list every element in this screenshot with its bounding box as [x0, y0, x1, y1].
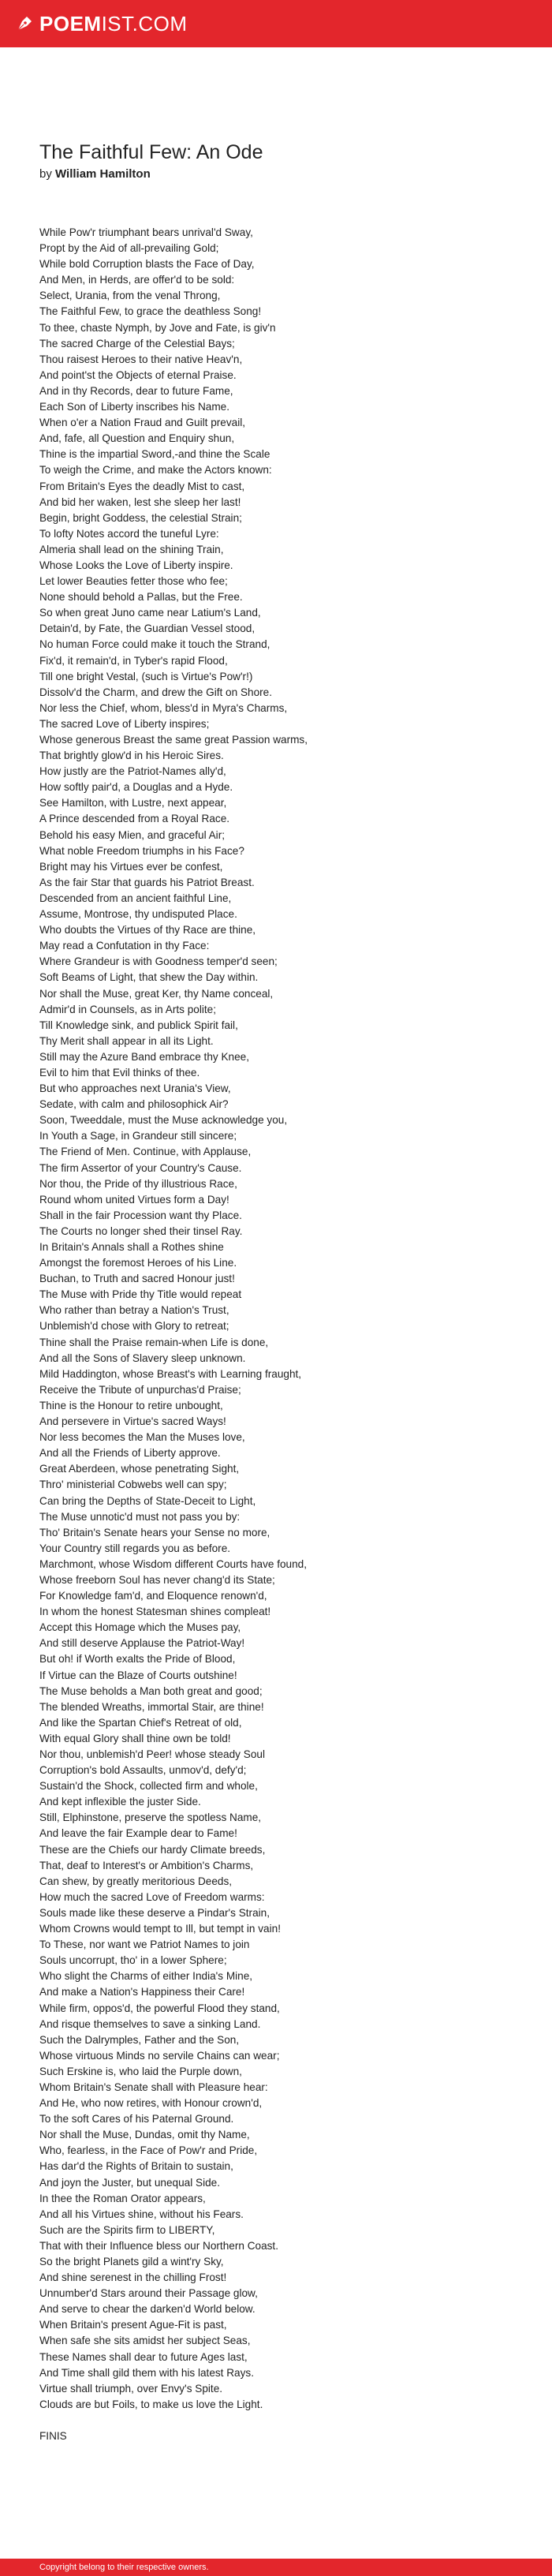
- poem-line: Soon, Tweeddale, must the Muse acknowledge you,: [39, 1114, 288, 1127]
- poem-line: A Prince descended from a Royal Race.: [39, 813, 230, 825]
- poem-line: These are the Chiefs our hardy Climate breeds,: [39, 1843, 266, 1856]
- poem-line: Clouds are but Foils, to make us love the Light.: [39, 2398, 263, 2410]
- poem-line: Whose freeborn Soul has never chang'd its State;: [39, 1573, 275, 1586]
- poem-line: Unnumber'd Stars around their Passage glow,: [39, 2287, 258, 2300]
- poem-line: Still may the Azure Band embrace thy Knee,: [39, 1050, 249, 1063]
- poem-title: The Faithful Few: An Ode: [39, 141, 263, 163]
- poem-line: And shine serenest in the chilling Frost!: [39, 2271, 227, 2284]
- poem-line: When safe she sits amidst her subject Seas,: [39, 2335, 251, 2347]
- poem-line: Receive the Tribute of unpurchas'd Praise;: [39, 1383, 241, 1396]
- byline: [39, 167, 513, 181]
- poem-line: Accept this Homage which the Muses pay,: [39, 1621, 241, 1634]
- poem-line: Behold his easy Mien, and graceful Air;: [39, 828, 226, 841]
- poem-line: When Britain's present Ague-Fit is past,: [39, 2319, 227, 2331]
- poem-line: And Men, in Herds, are offer'd to be sold:: [39, 274, 235, 286]
- poem-line: For Knowledge fam'd, and Eloquence renown'd,: [39, 1590, 267, 1602]
- poem-line: In Britain's Annals shall a Rothes shine: [39, 1241, 224, 1253]
- poem-line: The Muse beholds a Man both great and good;: [39, 1684, 263, 1697]
- poem-line: To lofty Notes accord the tuneful Lyre:: [39, 527, 219, 540]
- poem-line: And like the Spartan Chief's Retreat of old,: [39, 1716, 242, 1729]
- main-content: [0, 47, 552, 2442]
- poem-line: Whose Looks the Love of Liberty inspire.: [39, 559, 233, 571]
- poem-line: The Muse unnotic'd must not pass you by:: [39, 1510, 241, 1523]
- poem-line: Begin, bright Goddess, the celestial Strain;: [39, 511, 242, 524]
- by-label: by: [39, 167, 52, 181]
- poem-line: Thro' ministerial Cobwebs well can spy;: [39, 1479, 227, 1491]
- poem-line: The blended Wreaths, immortal Stair, are thine!: [39, 1700, 264, 1713]
- poem-line: Bright may his Virtues ever be confest,: [39, 860, 223, 873]
- poem-line: Still, Elphinstone, preserve the spotless Name,: [39, 1811, 262, 1824]
- poem-line: And kept inflexible the juster Side.: [39, 1796, 201, 1808]
- poem-line: And He, who now retires, with Honour crown'd,: [39, 2097, 263, 2110]
- poem-line: Who doubts the Virtues of thy Race are thine,: [39, 924, 256, 937]
- poem-line: And joyn the Juster, but unequal Side.: [39, 2176, 220, 2189]
- poem-line: Till one bright Vestal, (such is Virtue's Pow'r!): [39, 670, 253, 682]
- poem-line: The sacred Charge of the Celestial Bays;: [39, 337, 235, 350]
- poem-line: So the bright Planets gild a wint'ry Sky,: [39, 2256, 224, 2268]
- poem-line: Assume, Montrose, thy undisputed Place.: [39, 908, 237, 921]
- poem-line: Round whom united Virtues form a Day!: [39, 1193, 229, 1206]
- poem-line: As the fair Star that guards his Patriot Breast.: [39, 876, 255, 888]
- poem-line: See Hamilton, with Lustre, next appear,: [39, 797, 227, 809]
- poem-line: The firm Assertor of your Country's Cause.: [39, 1161, 242, 1174]
- poem-line: Souls uncorrupt, tho' in a lower Sphere;: [39, 1954, 227, 1967]
- poem-line: So when great Juno came near Latium's Land,: [39, 607, 261, 619]
- poem-line: If Virtue can the Blaze of Courts outshine!: [39, 1669, 237, 1681]
- poem-line: And bid her waken, lest she sleep her last!: [39, 495, 241, 508]
- poem-line: Nor less becomes the Man the Muses love,: [39, 1431, 245, 1444]
- poem-line: Who rather than betray a Nation's Trust,: [39, 1304, 229, 1317]
- poem-line: Who slight the Charms of either India's Mine,: [39, 1970, 253, 1983]
- poem-line: When o'er a Nation Fraud and Guilt prevail,: [39, 417, 246, 429]
- poem-line: Who, fearless, in the Face of Pow'r and Pride,: [39, 2144, 258, 2157]
- poem-line: To weigh the Crime, and make the Actors known:: [39, 464, 272, 477]
- poem-line: Dissolv'd the Charm, and drew the Gift on Shore.: [39, 686, 273, 698]
- poem-line: Such Erskine is, who laid the Purple down,: [39, 2065, 242, 2077]
- poem-line: How justly are the Patriot-Names ally'd,: [39, 765, 226, 778]
- poem-line: And serve to chear the darken'd World below.: [39, 2303, 255, 2316]
- poem-line: Where Grandeur is with Goodness temper'd seen;: [39, 955, 278, 968]
- poem-line: Propt by the Aid of all-prevailing Gold;: [39, 242, 219, 255]
- poem-body: [39, 225, 513, 2413]
- poem-line: May read a Confutation in thy Face:: [39, 940, 210, 952]
- poem-line: And in thy Records, dear to future Fame,: [39, 384, 233, 397]
- poem-line: How much the sacred Love of Freedom warms:: [39, 1890, 265, 1903]
- poem-line: Evil to him that Evil thinks of thee.: [39, 1066, 200, 1079]
- poem-line: Sedate, with calm and philosophick Air?: [39, 1098, 229, 1111]
- poem-line: The Friend of Men. Continue, with Applause,: [39, 1146, 252, 1158]
- top-bar: [0, 0, 552, 47]
- poem-line: And Time shall gild them with his latest Rays.: [39, 2366, 254, 2379]
- poem-line: In whom the honest Statesman shines compleat!: [39, 1606, 271, 1618]
- poem-line: No human Force could make it touch the Strand,: [39, 638, 270, 651]
- poem-line: Nor less the Chief, whom, bless'd in Myra's Charms,: [39, 701, 288, 714]
- poem-line: Whom Crowns would tempt to Ill, but tempt in vain!: [39, 1923, 281, 1935]
- poem-line: From Britain's Eyes the deadly Mist to cast,: [39, 480, 245, 492]
- poem-line: Nor shall the Muse, Dundas, omit thy Name,: [39, 2129, 250, 2141]
- poem-line: Fix'd, it remain'd, in Tyber's rapid Flood,: [39, 654, 228, 667]
- poem-line: How softly pair'd, a Douglas and a Hyde.: [39, 781, 233, 794]
- poem-line: But who approaches next Urania's View,: [39, 1082, 231, 1095]
- poem-line: Nor shall the Muse, great Ker, thy Name conceal,: [39, 987, 274, 1000]
- poem-line: Thou raisest Heroes to their native Heav'n,: [39, 353, 243, 365]
- poem-line: That, deaf to Interest's or Ambition's Charms,: [39, 1859, 254, 1871]
- poem-line: To These, nor want we Patriot Names to join: [39, 1939, 250, 1951]
- poem-line: Virtue shall triumph, over Envy's Spite.: [39, 2382, 223, 2395]
- poem-line: Almeria shall lead on the shining Train,: [39, 543, 224, 555]
- poem-line: Descended from an ancient faithful Line,: [39, 892, 232, 904]
- poem-line: Select, Urania, from the venal Throng,: [39, 290, 221, 302]
- logo-text-bold: POEM: [39, 11, 102, 36]
- site-logo[interactable]: [16, 12, 188, 36]
- poem-line: And point'st the Objects of eternal Praise.: [39, 368, 237, 381]
- poem-line: Tho' Britain's Senate hears your Sense no more,: [39, 1526, 270, 1538]
- poem-line: Thine is the Honour to retire unbought,: [39, 1399, 223, 1411]
- poem-line: Thy Merit shall appear in all its Light.: [39, 1034, 214, 1047]
- poem-line: With equal Glory shall thine own be told!: [39, 1732, 231, 1744]
- poem-line: That brightly glow'd in his Heroic Sires.: [39, 750, 224, 762]
- copyright-text: Copyright belong to their respective owners.: [39, 2563, 209, 2572]
- poem-line: Souls made like these deserve a Pindar's Strain,: [39, 1906, 270, 1919]
- poem-finis: FINIS: [39, 2429, 67, 2442]
- poem-line: But oh! if Worth exalts the Pride of Blood,: [39, 1653, 236, 1666]
- poem-line: And, fafe, all Question and Enquiry shun,: [39, 432, 235, 445]
- poem-line: Whose generous Breast the same great Passion warms,: [39, 734, 308, 746]
- poem-line: Amongst the foremost Heroes of his Line.: [39, 1257, 237, 1269]
- poem-line: Shall in the fair Procession want thy Place.: [39, 1209, 242, 1221]
- author-link[interactable]: William Hamilton: [55, 167, 151, 181]
- poem-line: None should behold a Pallas, but the Free.: [39, 591, 243, 604]
- poem-line: The Courts no longer shed their tinsel Ray.: [39, 1224, 243, 1237]
- poem-line: Unblemish'd chose with Glory to retreat;: [39, 1320, 229, 1333]
- poem-line: Corruption's bold Assaults, unmov'd, defy'd;: [39, 1764, 247, 1777]
- poem-line: Whom Britain's Senate shall with Pleasure hear:: [39, 2081, 268, 2093]
- poem-line: And all his Virtues shine, without his Fears.: [39, 2208, 244, 2220]
- poem-line: Nor thou, unblemish'd Peer! whose steady Soul: [39, 1748, 265, 1760]
- poem-line: Such are the Spirits firm to LIBERTY,: [39, 2223, 215, 2236]
- poem-line: Till Knowledge sink, and publick Spirit fail,: [39, 1019, 238, 1031]
- poem-line: That with their Influence bless our Northern Coast.: [39, 2239, 278, 2252]
- pen-nib-icon: [16, 15, 33, 32]
- poem-line: While firm, oppos'd, the powerful Flood they stand,: [39, 2002, 280, 2014]
- poem-line: And risque themselves to save a sinking Land.: [39, 2017, 261, 2030]
- poem-line: Sustain'd the Shock, collected firm and whole,: [39, 1780, 258, 1793]
- poem-line: Thine shall the Praise remain-when Life is done,: [39, 1336, 269, 1348]
- poem-line: Mild Haddington, whose Breast's with Learning fraught,: [39, 1367, 302, 1380]
- footer: [0, 2559, 552, 2576]
- poem-line: Great Aberdeen, whose penetrating Sight,: [39, 1463, 240, 1475]
- poem-line: Your Country still regards you as before.: [39, 1542, 231, 1554]
- poem-line: Has dar'd the Rights of Britain to sustain,: [39, 2160, 233, 2173]
- poem-line: And leave the fair Example dear to Fame!: [39, 1827, 237, 1840]
- poem-line: To thee, chaste Nymph, by Jove and Fate, is giv'n: [39, 321, 276, 334]
- poem-line: These Names shall dear to future Ages last,: [39, 2350, 248, 2363]
- poem-line: Such the Dalrymples, Father and the Son,: [39, 2033, 240, 2046]
- logo-text-light: IST.COM: [101, 11, 188, 36]
- poem-line: And persevere in Virtue's sacred Ways!: [39, 1415, 226, 1428]
- poem-line: What noble Freedom triumphs in his Face?: [39, 844, 244, 857]
- poem-line: The Faithful Few, to grace the deathless Song!: [39, 305, 262, 318]
- poem-line: While bold Corruption blasts the Face of Day,: [39, 258, 255, 271]
- poem-line: To the soft Cares of his Paternal Ground.: [39, 2113, 234, 2125]
- poem-line: Can shew, by greatly meritorious Deeds,: [39, 1875, 233, 1887]
- poem-line: Each Son of Liberty inscribes his Name.: [39, 401, 230, 413]
- poem-line: The sacred Love of Liberty inspires;: [39, 717, 210, 730]
- poem-line: Let lower Beauties fetter those who fee;: [39, 575, 228, 588]
- poem-line: And make a Nation's Happiness their Care!: [39, 1986, 245, 1998]
- poem-line: In Youth a Sage, in Grandeur still sincere;: [39, 1130, 237, 1142]
- poem-line: Admir'd in Counsels, as in Arts polite;: [39, 1003, 216, 1015]
- poem-line: In thee the Roman Orator appears,: [39, 2192, 206, 2204]
- poem-line: And all the Sons of Slavery sleep unknown.: [39, 1352, 246, 1364]
- poem-line: While Pow'r triumphant bears unrival'd Sway,: [39, 226, 253, 238]
- poem-line: Buchan, to Truth and sacred Honour just!: [39, 1273, 235, 1285]
- poem-line: And all the Friends of Liberty approve.: [39, 1447, 221, 1460]
- poem-line: Thine is the impartial Sword,-and thine the Scale: [39, 448, 270, 461]
- poem-line: Marchmont, whose Wisdom different Courts have found,: [39, 1557, 307, 1570]
- poem-line: The Muse with Pride thy Title would repeat: [39, 1288, 242, 1301]
- poem-line: Whose virtuous Minds no servile Chains can wear;: [39, 2049, 280, 2062]
- poem-line: Detain'd, by Fate, the Guardian Vessel stood,: [39, 623, 255, 635]
- poem-line: Can bring the Depths of State-Deceit to Light,: [39, 1494, 256, 1507]
- poem-line: And still deserve Applause the Patriot-Way!: [39, 1637, 245, 1650]
- poem-line: Soft Beams of Light, that shew the Day within.: [39, 971, 259, 984]
- poem-line: Nor thou, the Pride of thy illustrious Race,: [39, 1177, 237, 1190]
